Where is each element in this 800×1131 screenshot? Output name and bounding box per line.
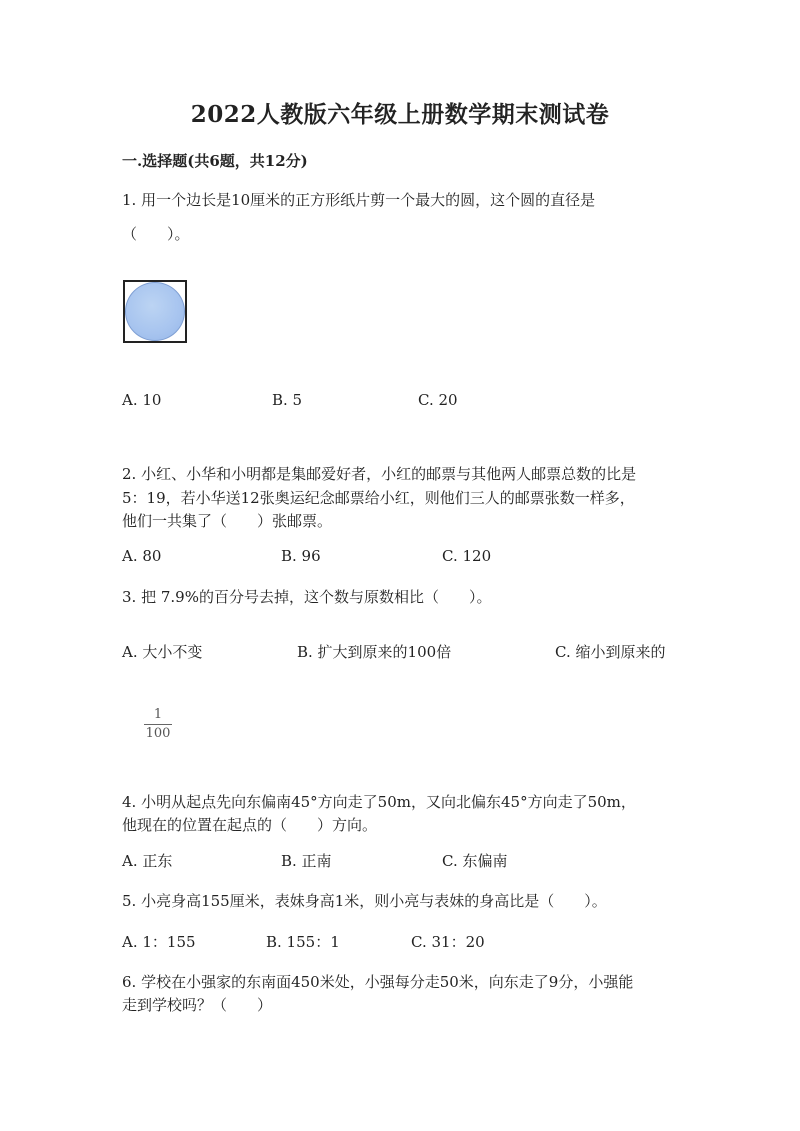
question-4-option-a: A. 正东 <box>122 852 173 870</box>
question-1-option-c: C. 20 <box>418 391 458 409</box>
question-1-option-b: B. 5 <box>272 391 303 409</box>
fraction-numerator: 1 <box>153 707 163 722</box>
question-1-line-1: 1. 用一个边长是10厘米的正方形纸片剪一个最大的圆，这个圆的直径是 <box>122 191 596 209</box>
question-2-line-2: 5：19，若小华送12张奥运纪念邮票给小红，则他们三人的邮票张数一样多， <box>122 489 635 507</box>
question-3-line-1: 3. 把 7.9%的百分号去掉，这个数与原数相比（ ）。 <box>122 588 492 606</box>
question-2-option-b: B. 96 <box>281 547 321 565</box>
question-2-option-c: C. 120 <box>442 547 492 565</box>
question-6-line-2: 走到学校吗？（ ） <box>122 996 273 1014</box>
question-1-option-a: A. 10 <box>122 391 162 409</box>
question-5-option-b: B. 155：1 <box>266 933 340 951</box>
fraction-bar <box>144 724 172 725</box>
section-heading: 一.选择题(共6题，共12分) <box>122 152 308 170</box>
question-4-option-c: C. 东偏南 <box>442 852 508 870</box>
question-2-option-a: A. 80 <box>122 547 162 565</box>
inscribed-circle <box>125 282 185 341</box>
question-4-line-1: 4. 小明从起点先向东偏南45°方向走了50m，又向北偏东45°方向走了50m， <box>122 793 636 811</box>
page-title: 2022人教版六年级上册数学期末测试卷 <box>190 101 610 128</box>
question-3-option-c: C. 缩小到原来的 <box>555 643 666 661</box>
fraction-denominator: 100 <box>145 726 171 741</box>
question-5-line-1: 5. 小亮身高155厘米，表妹身高1米，则小亮与表妹的身高比是（ ）。 <box>122 892 607 910</box>
square-with-inscribed-circle-figure <box>123 280 187 343</box>
question-3-option-b: B. 扩大到原来的100倍 <box>297 643 452 661</box>
question-5-option-c: C. 31：20 <box>411 933 485 951</box>
question-6-line-1: 6. 学校在小强家的东南面450米处，小强每分走50米，向东走了9分，小强能 <box>122 973 634 991</box>
question-3-option-a: A. 大小不变 <box>122 643 203 661</box>
question-1-line-2: （ ）。 <box>122 225 190 243</box>
question-4-line-2: 他现在的位置在起点的（ ）方向。 <box>122 816 378 834</box>
fraction-one-hundredth <box>144 707 172 742</box>
question-2-line-1: 2. 小红、小华和小明都是集邮爱好者，小红的邮票与其他两人邮票总数的比是 <box>122 465 637 483</box>
question-2-line-3: 他们一共集了（ ）张邮票。 <box>122 512 333 530</box>
question-4-option-b: B. 正南 <box>281 852 332 870</box>
question-5-option-a: A. 1：155 <box>122 933 196 951</box>
